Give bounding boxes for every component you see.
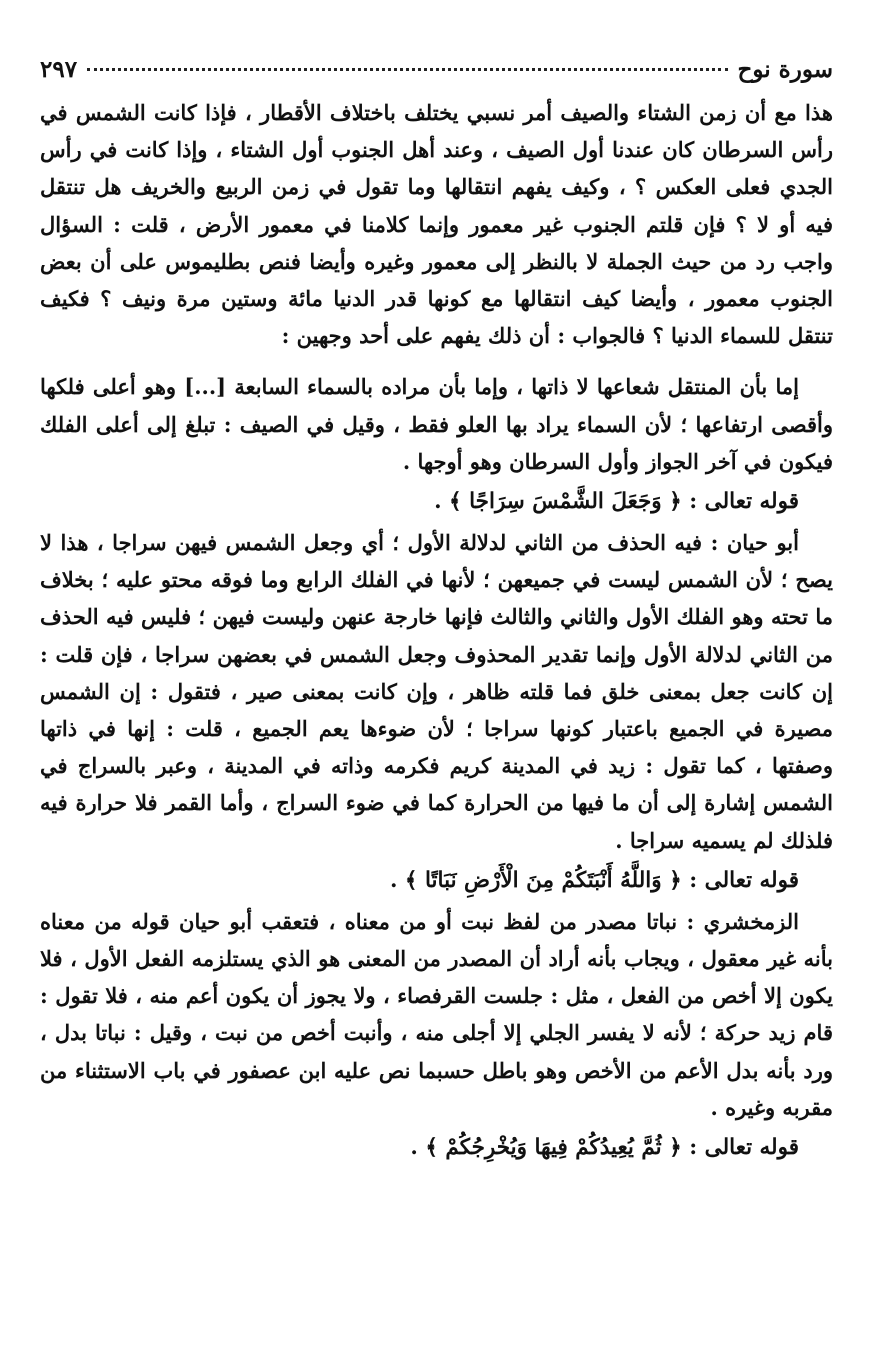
page-body [40, 94, 833, 1168]
quran-quote-2: ﴿ وَاللَّهُ أَنْبَتَكُمْ مِنَ الْأَرْضِ نَبَاتًا ﴾ [404, 867, 682, 893]
verse-line-3: قوله تعالى : ﴿ ثُمَّ يُعِيدُكُمْ فِيهَا وَيُخْرِجُكُمْ ﴾ . [410, 1135, 799, 1161]
paragraph-1: هذا مع أن زمن الشتاء والصيف أمر نسبي يختلف باختلاف الأقطار ، فإذا كانت الشمس في رأس السرطان كان عندنا أول الصيف ، وعند أهل الجنوب أول الشتاء ، وإذا كانت في رأس الجدي فعلى العكس ؟ ، وكيف يفهم انتقالها وما تقول في زمن الربيع والخريف هل تنتقل فيه أو لا ؟ فإن قلتم الجنوب غير معمور وإنما كلامنا في معمور الأرض ، قلت : السؤال واجب رد من حيث الجملة لا بالنظر إلى معمور وغيره وأيضا فنص بطليموس على أن بعض الجنوب معمور ، وأيضا كيف انتقالها مع كونها قدر الدنيا مائة وستين مرة ونيف ؟ فكيف تنتقل للسماء الدنيا ؟ فالجواب : أن ذلك يفهم على أحد وجهين : [40, 100, 833, 349]
quran-quote-1: ﴿ وَجَعَلَ الشَّمْسَ سِرَاجًا ﴾ [449, 489, 682, 515]
header-leader-dots [87, 68, 727, 71]
verse-line-1: قوله تعالى : ﴿ وَجَعَلَ الشَّمْسَ سِرَاجًا ﴾ . [434, 489, 799, 515]
paragraph-4: الزمخشري : نباتا مصدر من لفظ نبت أو من معناه ، فتعقب أبو حيان قوله من معناه بأنه غير معقول ، ويجاب بأنه أراد أن المصدر من المعنى هو الذي يستلزمه الفعل الأول ، فلا يكون إلا أخص من الفعل ، مثل : جلست القرفصاء ، ولا يجوز أن يكون أعم منه ، فلا تقول : قام زيد حركة ؛ لأنه لا يفسر الجلي إلا أجلى منه ، وأنبت أخص من نبت ، وقيل : نباتا بدل ، ورد بأنه بدل الأعم من الأخص وهو باطل حسبما نص عليه ابن عصفور في باب الاستثناء من مقربه وغيره . [40, 908, 833, 1120]
verse-line-2: قوله تعالى : ﴿ وَاللَّهُ أَنْبَتَكُمْ مِنَ الْأَرْضِ نَبَاتًا ﴾ . [389, 867, 799, 893]
quran-quote-3: ﴿ ثُمَّ يُعِيدُكُمْ فِيهَا وَيُخْرِجُكُمْ ﴾ [425, 1135, 682, 1161]
surah-title: سورة نوح [737, 56, 833, 83]
page-number: ٢٩٧ [40, 56, 78, 83]
paragraph-3: أبو حيان : فيه الحذف من الثاني لدلالة الأول ؛ أي وجعل الشمس فيهن سراجا ، هذا لا يصح ؛ لأن الشمس ليست في جميعهن ؛ لأنها في الفلك الرابع وما فوقه محتو عليه ؛ بخلاف ما تحته وهو الفلك الأول والثاني والثالث فإنها خارجة عنهن وليست فيهن ؛ فليس فيه الحذف من الثاني لدلالة الأول وإنما تقدير المحذوف وجعل الشمس في بعضهن سراجا ، فإن قلت : إن كانت جعل بمعنى خلق فما قلته ظاهر ، وإن كانت بمعنى صير ، فتقول : إن الشمس مصيرة في الجميع باعتبار كونها سراجا ؛ لأن ضوءها يعم الجميع ، قلت : إنها في ذاتها وصفتها ، كما تقول : زيد في المدينة كريم فكرمه وذاته في المدينة ، وعبر بالسراج في الشمس إشارة إلى أن ما فيها من الحرارة كما في ضوء السراج ، وأما القمر فلا حرارة فيه فلذلك لم يسميه سراجا . [40, 530, 833, 853]
running-header [40, 56, 833, 92]
paragraph-2: إما بأن المنتقل شعاعها لا ذاتها ، وإما بأن مراده بالسماء السابعة [...] وهو أعلى فلكها وأقصى ارتفاعها ؛ لأن السماء يراد بها العلو فقط ، وقيل في الصيف : تبلغ إلى أعلى الفلك فيكون في آخر الجواز وأول السرطان وهو أوجها . [40, 374, 833, 474]
